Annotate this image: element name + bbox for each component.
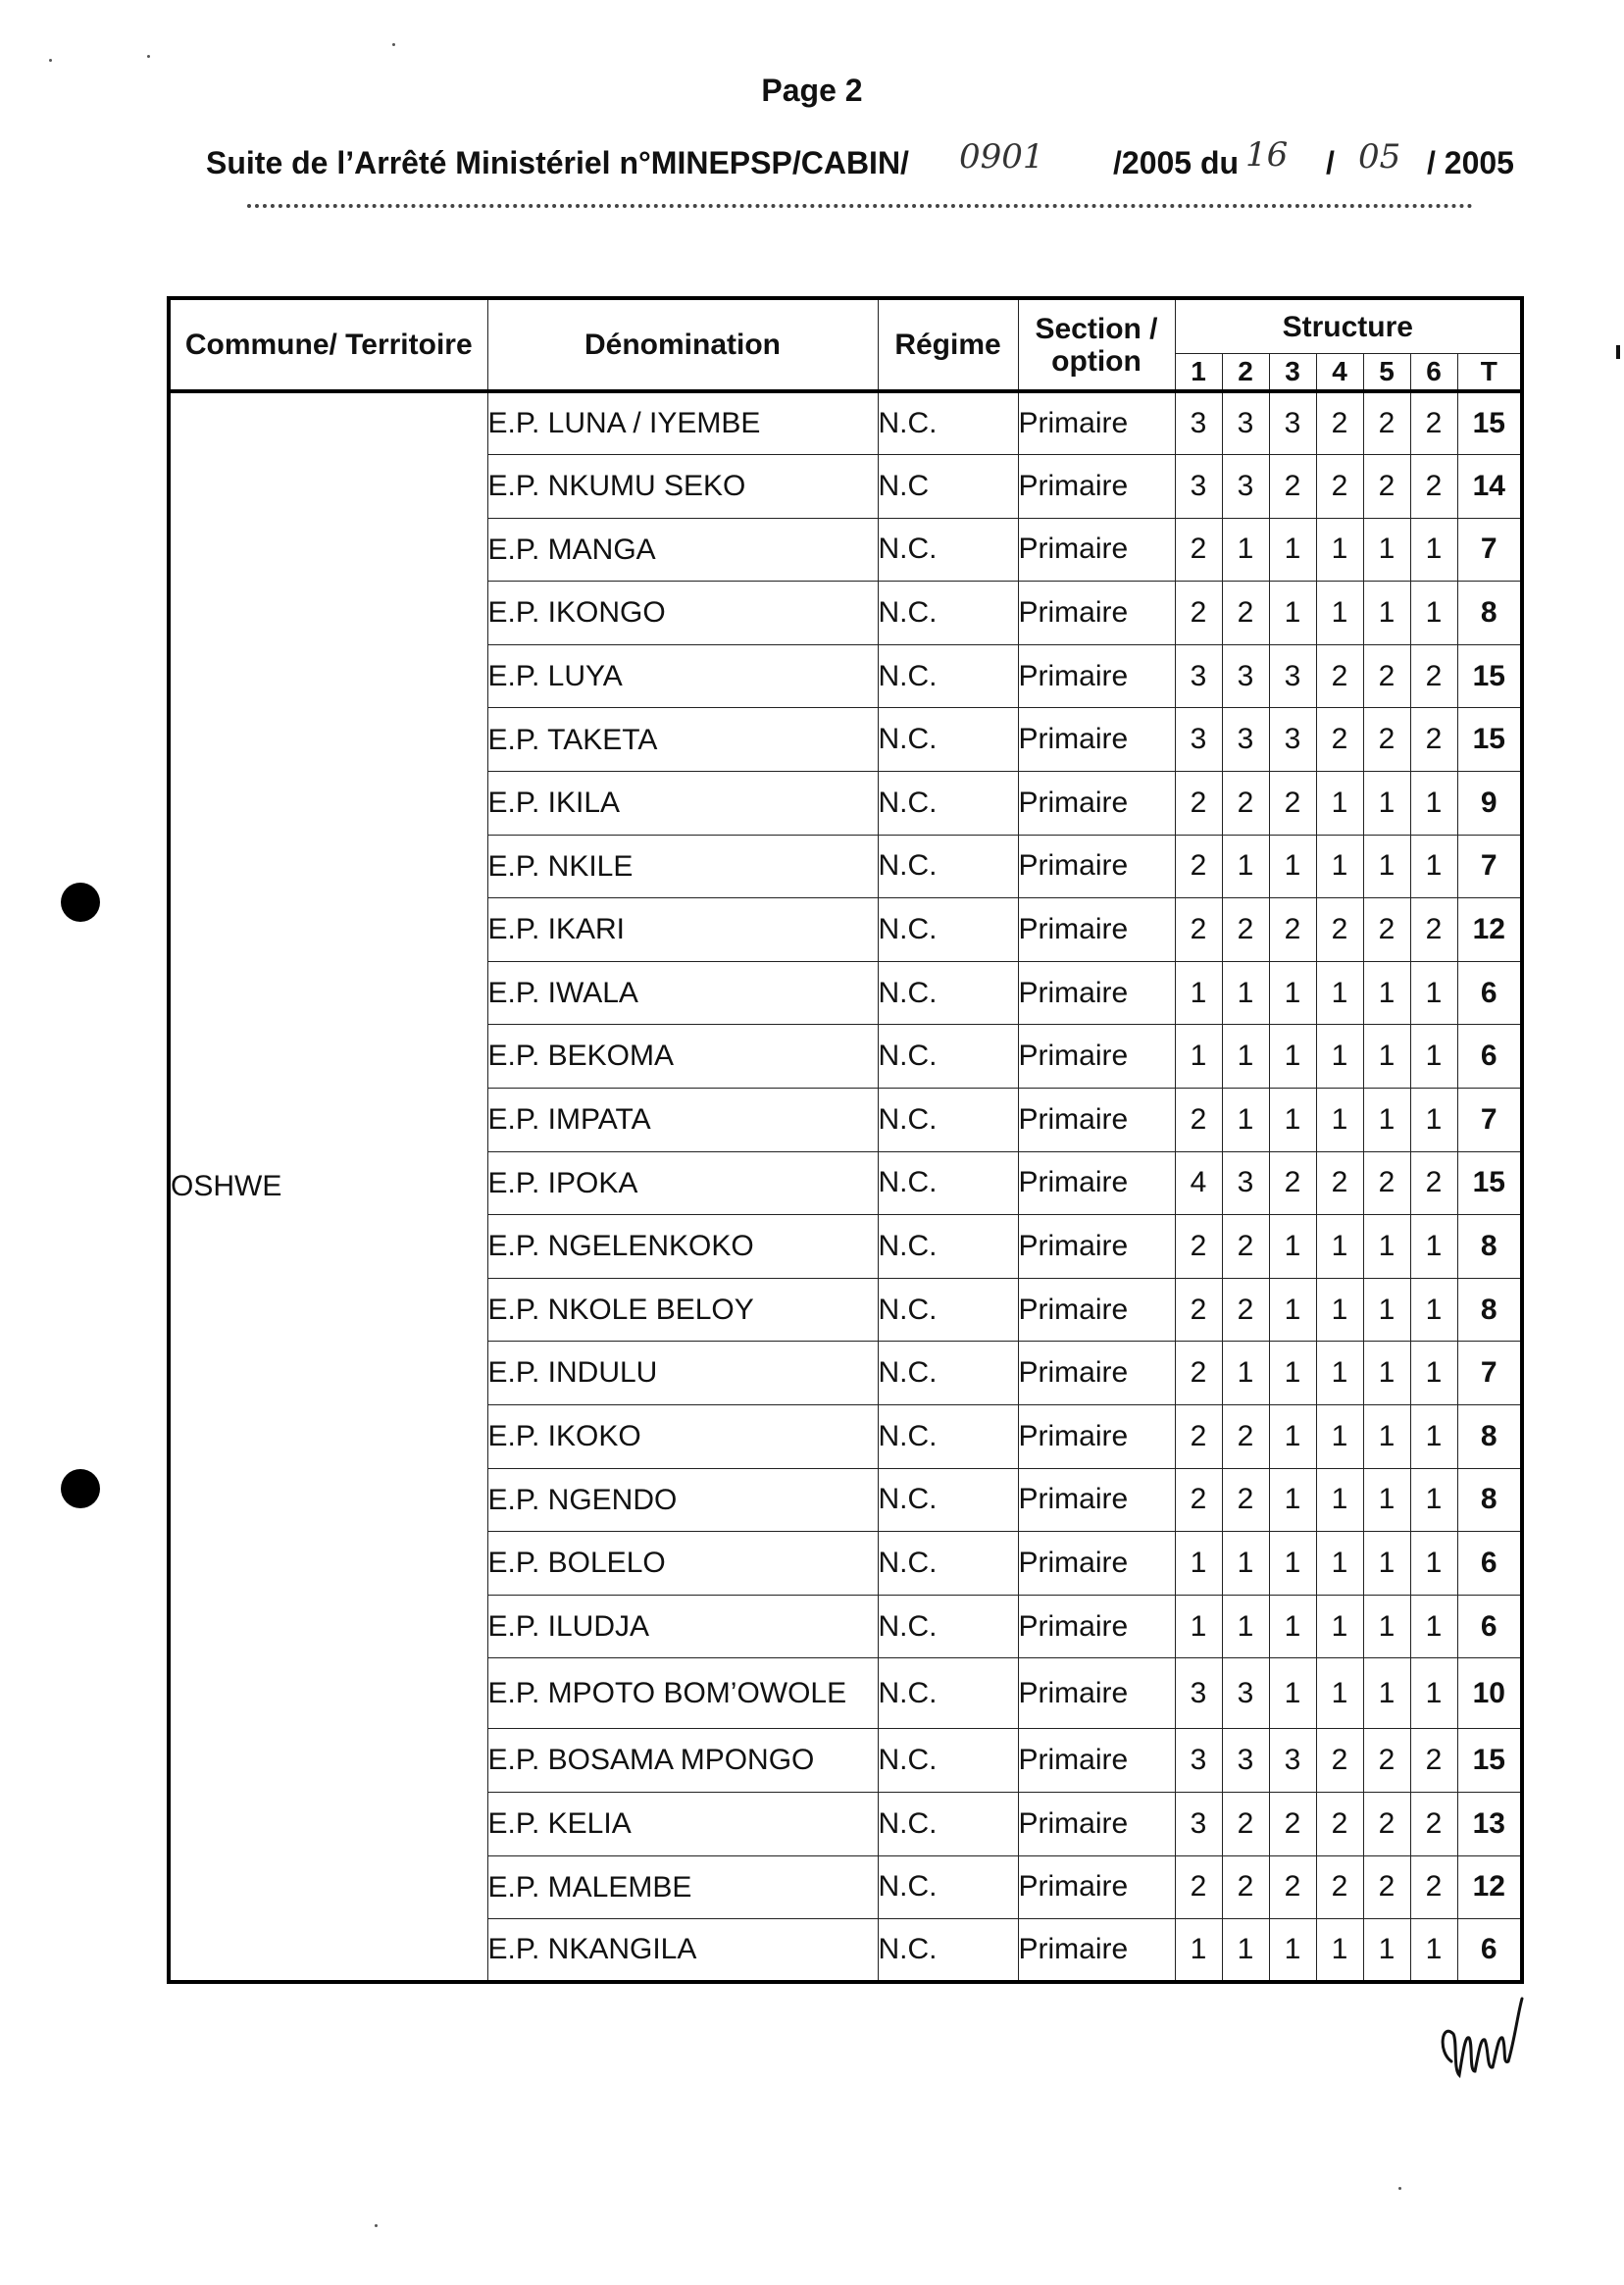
structure-total-cell: 6: [1457, 961, 1522, 1025]
structure-cell: 1: [1222, 961, 1269, 1025]
header-structure-total: T: [1457, 354, 1522, 392]
structure-cell: 3: [1175, 708, 1222, 772]
decree-month-handwritten: 05: [1358, 137, 1401, 177]
school-name: E.P. BOLELO: [487, 1532, 878, 1596]
header-structure: Structure: [1175, 298, 1522, 354]
structure-cell: 1: [1363, 1405, 1410, 1469]
section-cell: Primaire: [1018, 772, 1175, 836]
structure-total-cell: 8: [1457, 1468, 1522, 1532]
commune-cell: OSHWE: [169, 391, 487, 1982]
structure-cell: 2: [1175, 1089, 1222, 1152]
structure-cell: 1: [1410, 1468, 1457, 1532]
structure-cell: 1: [1269, 1658, 1316, 1729]
structure-cell: 1: [1316, 1342, 1363, 1405]
regime-cell: N.C.: [878, 582, 1018, 645]
structure-cell: 1: [1316, 1215, 1363, 1279]
structure-cell: 2: [1316, 898, 1363, 962]
structure-cell: 2: [1363, 455, 1410, 519]
header-structure-col: 4: [1316, 354, 1363, 392]
structure-cell: 1: [1410, 1278, 1457, 1342]
section-cell: Primaire: [1018, 1278, 1175, 1342]
structure-cell: 2: [1410, 898, 1457, 962]
structure-total-cell: 7: [1457, 1089, 1522, 1152]
school-name: E.P. MANGA: [487, 518, 878, 582]
structure-cell: 3: [1175, 1792, 1222, 1855]
structure-cell: 3: [1222, 455, 1269, 519]
structure-cell: 1: [1410, 772, 1457, 836]
header-structure-col: 1: [1175, 354, 1222, 392]
header-section: Section / option: [1018, 298, 1175, 391]
structure-cell: 1: [1410, 835, 1457, 898]
structure-cell: 1: [1222, 835, 1269, 898]
structure-cell: 1: [1175, 1919, 1222, 1983]
structure-cell: 1: [1316, 518, 1363, 582]
regime-cell: N.C.: [878, 708, 1018, 772]
regime-cell: N.C.: [878, 898, 1018, 962]
decree-reference: [206, 135, 1530, 188]
structure-cell: 1: [1410, 1919, 1457, 1983]
decree-year-end: / 2005: [1427, 145, 1514, 180]
page-number: Page 2: [761, 73, 863, 108]
structure-total-cell: 15: [1457, 391, 1522, 455]
structure-cell: 1: [1175, 1595, 1222, 1658]
regime-cell: N.C.: [878, 1151, 1018, 1215]
structure-total-cell: 7: [1457, 1342, 1522, 1405]
section-cell: Primaire: [1018, 1792, 1175, 1855]
structure-cell: 1: [1410, 961, 1457, 1025]
section-cell: Primaire: [1018, 1089, 1175, 1152]
structure-total-cell: 9: [1457, 772, 1522, 836]
section-cell: Primaire: [1018, 1342, 1175, 1405]
structure-cell: 1: [1269, 1919, 1316, 1983]
structure-cell: 3: [1269, 391, 1316, 455]
structure-cell: 1: [1363, 1342, 1410, 1405]
structure-cell: 2: [1269, 455, 1316, 519]
school-name: E.P. NKOLE BELOY: [487, 1278, 878, 1342]
scan-speck: [392, 43, 395, 46]
header-structure-col: 3: [1269, 354, 1316, 392]
structure-cell: 2: [1316, 644, 1363, 708]
school-name: E.P. IKARI: [487, 898, 878, 962]
regime-cell: N.C.: [878, 835, 1018, 898]
regime-cell: N.C.: [878, 1729, 1018, 1793]
structure-cell: 1: [1363, 1278, 1410, 1342]
structure-cell: 2: [1175, 1342, 1222, 1405]
section-cell: Primaire: [1018, 1595, 1175, 1658]
structure-cell: 1: [1175, 961, 1222, 1025]
structure-total-cell: 15: [1457, 1729, 1522, 1793]
structure-cell: 3: [1269, 644, 1316, 708]
structure-total-cell: 15: [1457, 644, 1522, 708]
structure-cell: 1: [1316, 1025, 1363, 1089]
structure-cell: 3: [1175, 455, 1222, 519]
school-name: E.P. MALEMBE: [487, 1855, 878, 1919]
section-cell: Primaire: [1018, 1468, 1175, 1532]
structure-cell: 3: [1222, 391, 1269, 455]
school-name: E.P. NGELENKOKO: [487, 1215, 878, 1279]
regime-cell: N.C.: [878, 1468, 1018, 1532]
structure-cell: 1: [1363, 1595, 1410, 1658]
regime-cell: N.C.: [878, 1595, 1018, 1658]
scan-speck: [49, 59, 52, 62]
structure-cell: 2: [1175, 898, 1222, 962]
structure-cell: 3: [1222, 1151, 1269, 1215]
regime-cell: N.C.: [878, 1532, 1018, 1596]
structure-cell: 1: [1363, 582, 1410, 645]
structure-cell: 3: [1222, 644, 1269, 708]
structure-cell: 2: [1269, 1151, 1316, 1215]
structure-cell: 1: [1410, 1342, 1457, 1405]
structure-cell: 1: [1269, 1089, 1316, 1152]
scan-speck: [1398, 2187, 1401, 2190]
school-name: E.P. KELIA: [487, 1792, 878, 1855]
structure-total-cell: 7: [1457, 835, 1522, 898]
structure-cell: 1: [1410, 518, 1457, 582]
structure-cell: 1: [1222, 1532, 1269, 1596]
structure-cell: 2: [1410, 1855, 1457, 1919]
structure-cell: 1: [1269, 582, 1316, 645]
structure-total-cell: 6: [1457, 1595, 1522, 1658]
structure-cell: 2: [1363, 708, 1410, 772]
table-row: [169, 391, 1522, 455]
structure-cell: 3: [1175, 1729, 1222, 1793]
structure-total-cell: 15: [1457, 708, 1522, 772]
structure-cell: 2: [1175, 835, 1222, 898]
regime-cell: N.C.: [878, 772, 1018, 836]
structure-cell: 1: [1222, 1089, 1269, 1152]
structure-total-cell: 13: [1457, 1792, 1522, 1855]
structure-cell: 3: [1175, 644, 1222, 708]
structure-cell: 4: [1175, 1151, 1222, 1215]
structure-cell: 2: [1222, 1278, 1269, 1342]
structure-cell: 3: [1175, 1658, 1222, 1729]
structure-cell: 2: [1222, 898, 1269, 962]
structure-cell: 1: [1363, 961, 1410, 1025]
section-cell: Primaire: [1018, 708, 1175, 772]
regime-cell: N.C.: [878, 1025, 1018, 1089]
structure-cell: 1: [1269, 1278, 1316, 1342]
structure-cell: 2: [1316, 1151, 1363, 1215]
structure-cell: 1: [1316, 1532, 1363, 1596]
structure-cell: 3: [1269, 1729, 1316, 1793]
structure-cell: 1: [1410, 1532, 1457, 1596]
schools-table: [167, 296, 1524, 1984]
structure-cell: 1: [1269, 1532, 1316, 1596]
structure-cell: 2: [1363, 391, 1410, 455]
decree-number-handwritten: 0901: [959, 137, 1044, 177]
header-structure-col: 6: [1410, 354, 1457, 392]
punch-hole: [61, 1469, 100, 1508]
structure-cell: 2: [1316, 391, 1363, 455]
structure-cell: 1: [1410, 1025, 1457, 1089]
structure-cell: 2: [1175, 1215, 1222, 1279]
structure-cell: 1: [1316, 772, 1363, 836]
regime-cell: N.C.: [878, 1215, 1018, 1279]
structure-cell: 3: [1175, 391, 1222, 455]
school-name: E.P. IKOKO: [487, 1405, 878, 1469]
structure-cell: 1: [1316, 1595, 1363, 1658]
regime-cell: N.C.: [878, 1792, 1018, 1855]
school-name: E.P. IKILA: [487, 772, 878, 836]
structure-total-cell: 14: [1457, 455, 1522, 519]
structure-cell: 3: [1269, 708, 1316, 772]
structure-cell: 2: [1269, 898, 1316, 962]
structure-cell: 1: [1269, 961, 1316, 1025]
structure-cell: 2: [1410, 1729, 1457, 1793]
structure-cell: 2: [1316, 1855, 1363, 1919]
structure-total-cell: 10: [1457, 1658, 1522, 1729]
structure-cell: 1: [1222, 1595, 1269, 1658]
structure-cell: 1: [1269, 1342, 1316, 1405]
structure-cell: 1: [1316, 1278, 1363, 1342]
school-name: E.P. NKILE: [487, 835, 878, 898]
structure-cell: 2: [1222, 582, 1269, 645]
structure-cell: 2: [1175, 1855, 1222, 1919]
regime-cell: N.C.: [878, 1658, 1018, 1729]
punch-hole: [61, 883, 100, 922]
structure-cell: 1: [1222, 1919, 1269, 1983]
section-cell: Primaire: [1018, 1919, 1175, 1983]
regime-cell: N.C.: [878, 644, 1018, 708]
school-name: E.P. ILUDJA: [487, 1595, 878, 1658]
structure-cell: 2: [1363, 898, 1410, 962]
structure-cell: 2: [1410, 391, 1457, 455]
regime-cell: N.C.: [878, 1342, 1018, 1405]
decree-slash: /: [1326, 145, 1335, 180]
structure-cell: 2: [1222, 1855, 1269, 1919]
structure-cell: 3: [1222, 1729, 1269, 1793]
structure-cell: 1: [1175, 1025, 1222, 1089]
section-cell: Primaire: [1018, 1405, 1175, 1469]
scan-speck: [375, 2224, 378, 2227]
section-cell: Primaire: [1018, 455, 1175, 519]
regime-cell: N.C.: [878, 1919, 1018, 1983]
structure-cell: 2: [1363, 1729, 1410, 1793]
school-name: E.P. MPOTO BOM’OWOLE: [487, 1658, 878, 1729]
structure-cell: 2: [1222, 1468, 1269, 1532]
section-cell: Primaire: [1018, 582, 1175, 645]
school-name: E.P. INDULU: [487, 1342, 878, 1405]
structure-cell: 2: [1363, 644, 1410, 708]
structure-cell: 2: [1363, 1855, 1410, 1919]
section-cell: Primaire: [1018, 1025, 1175, 1089]
structure-cell: 1: [1269, 1215, 1316, 1279]
structure-cell: 2: [1222, 1405, 1269, 1469]
structure-cell: 1: [1222, 518, 1269, 582]
section-cell: Primaire: [1018, 644, 1175, 708]
regime-cell: N.C.: [878, 961, 1018, 1025]
school-name: E.P. IPOKA: [487, 1151, 878, 1215]
scan-speck: [147, 55, 150, 58]
structure-cell: 1: [1363, 1089, 1410, 1152]
structure-cell: 2: [1316, 1792, 1363, 1855]
structure-cell: 2: [1222, 1215, 1269, 1279]
section-cell: Primaire: [1018, 1215, 1175, 1279]
structure-cell: 3: [1222, 708, 1269, 772]
school-name: E.P. IWALA: [487, 961, 878, 1025]
decree-prefix: Suite de l’Arrêté Ministériel n°MINEPSP/CABIN/: [206, 145, 909, 180]
structure-cell: 2: [1175, 772, 1222, 836]
structure-cell: 1: [1363, 1532, 1410, 1596]
structure-cell: 2: [1222, 772, 1269, 836]
structure-cell: 2: [1363, 1151, 1410, 1215]
school-name: E.P. IMPATA: [487, 1089, 878, 1152]
structure-cell: 1: [1316, 835, 1363, 898]
structure-cell: 1: [1410, 1215, 1457, 1279]
signature: [1434, 1993, 1524, 2091]
structure-cell: 1: [1363, 1025, 1410, 1089]
regime-cell: N.C.: [878, 391, 1018, 455]
structure-total-cell: 6: [1457, 1919, 1522, 1983]
structure-total-cell: 8: [1457, 1278, 1522, 1342]
structure-cell: 1: [1363, 1215, 1410, 1279]
structure-cell: 1: [1363, 518, 1410, 582]
structure-cell: 1: [1269, 1595, 1316, 1658]
section-cell: Primaire: [1018, 1855, 1175, 1919]
structure-cell: 1: [1363, 1658, 1410, 1729]
structure-cell: 2: [1316, 708, 1363, 772]
structure-cell: 1: [1222, 1025, 1269, 1089]
structure-cell: 2: [1175, 518, 1222, 582]
school-name: E.P. NKUMU SEKO: [487, 455, 878, 519]
regime-cell: N.C.: [878, 518, 1018, 582]
school-name: E.P. LUNA / IYEMBE: [487, 391, 878, 455]
header-denomination: Dénomination: [487, 298, 878, 391]
structure-cell: 1: [1316, 1405, 1363, 1469]
school-name: E.P. IKONGO: [487, 582, 878, 645]
structure-total-cell: 15: [1457, 1151, 1522, 1215]
structure-total-cell: 6: [1457, 1532, 1522, 1596]
school-name: E.P. BOSAMA MPONGO: [487, 1729, 878, 1793]
decree-day-handwritten: 16: [1245, 135, 1289, 175]
section-cell: Primaire: [1018, 1729, 1175, 1793]
structure-cell: 1: [1410, 582, 1457, 645]
structure-cell: 1: [1269, 518, 1316, 582]
regime-cell: N.C.: [878, 1855, 1018, 1919]
structure-cell: 1: [1363, 1468, 1410, 1532]
header-structure-col: 2: [1222, 354, 1269, 392]
structure-cell: 2: [1410, 708, 1457, 772]
structure-cell: 2: [1175, 1405, 1222, 1469]
section-cell: Primaire: [1018, 835, 1175, 898]
section-cell: Primaire: [1018, 898, 1175, 962]
structure-cell: 1: [1269, 1405, 1316, 1469]
structure-cell: 1: [1410, 1405, 1457, 1469]
school-name: E.P. NKANGILA: [487, 1919, 878, 1983]
structure-total-cell: 12: [1457, 1855, 1522, 1919]
structure-total-cell: 8: [1457, 1215, 1522, 1279]
margin-tick: [1616, 345, 1620, 359]
header-structure-col: 5: [1363, 354, 1410, 392]
school-name: E.P. TAKETA: [487, 708, 878, 772]
header-regime: Régime: [878, 298, 1018, 391]
section-cell: Primaire: [1018, 518, 1175, 582]
regime-cell: N.C: [878, 455, 1018, 519]
structure-cell: 2: [1363, 1792, 1410, 1855]
structure-cell: 1: [1316, 1089, 1363, 1152]
structure-cell: 2: [1316, 455, 1363, 519]
structure-cell: 2: [1316, 1729, 1363, 1793]
separator-rule: [247, 204, 1473, 208]
structure-cell: 2: [1175, 582, 1222, 645]
structure-cell: 2: [1410, 644, 1457, 708]
structure-total-cell: 8: [1457, 582, 1522, 645]
structure-cell: 1: [1316, 961, 1363, 1025]
decree-year-separator: /2005 du: [1113, 145, 1240, 180]
structure-cell: 1: [1363, 772, 1410, 836]
structure-cell: 2: [1222, 1792, 1269, 1855]
school-name: E.P. BEKOMA: [487, 1025, 878, 1089]
structure-cell: 1: [1316, 1919, 1363, 1983]
structure-cell: 1: [1410, 1595, 1457, 1658]
structure-cell: 2: [1269, 772, 1316, 836]
regime-cell: N.C.: [878, 1405, 1018, 1469]
school-name: E.P. LUYA: [487, 644, 878, 708]
section-cell: Primaire: [1018, 391, 1175, 455]
header-commune: Commune/ Territoire: [169, 298, 487, 391]
structure-cell: 2: [1410, 1792, 1457, 1855]
structure-cell: 1: [1410, 1658, 1457, 1729]
section-cell: Primaire: [1018, 1151, 1175, 1215]
section-cell: Primaire: [1018, 1532, 1175, 1596]
structure-cell: 1: [1316, 1468, 1363, 1532]
section-cell: Primaire: [1018, 961, 1175, 1025]
structure-cell: 1: [1363, 1919, 1410, 1983]
structure-cell: 3: [1222, 1658, 1269, 1729]
structure-cell: 1: [1222, 1342, 1269, 1405]
structure-cell: 2: [1269, 1855, 1316, 1919]
structure-total-cell: 12: [1457, 898, 1522, 962]
structure-cell: 2: [1269, 1792, 1316, 1855]
structure-cell: 1: [1363, 835, 1410, 898]
structure-cell: 2: [1175, 1468, 1222, 1532]
structure-cell: 1: [1410, 1089, 1457, 1152]
section-cell: Primaire: [1018, 1658, 1175, 1729]
structure-total-cell: 8: [1457, 1405, 1522, 1469]
structure-cell: 1: [1316, 1658, 1363, 1729]
structure-cell: 2: [1410, 455, 1457, 519]
structure-cell: 2: [1410, 1151, 1457, 1215]
regime-cell: N.C.: [878, 1089, 1018, 1152]
structure-cell: 1: [1175, 1532, 1222, 1596]
structure-cell: 1: [1316, 582, 1363, 645]
structure-cell: 1: [1269, 1468, 1316, 1532]
regime-cell: N.C.: [878, 1278, 1018, 1342]
structure-cell: 1: [1269, 835, 1316, 898]
structure-total-cell: 7: [1457, 518, 1522, 582]
structure-total-cell: 6: [1457, 1025, 1522, 1089]
school-name: E.P. NGENDO: [487, 1468, 878, 1532]
structure-cell: 1: [1269, 1025, 1316, 1089]
structure-cell: 2: [1175, 1278, 1222, 1342]
